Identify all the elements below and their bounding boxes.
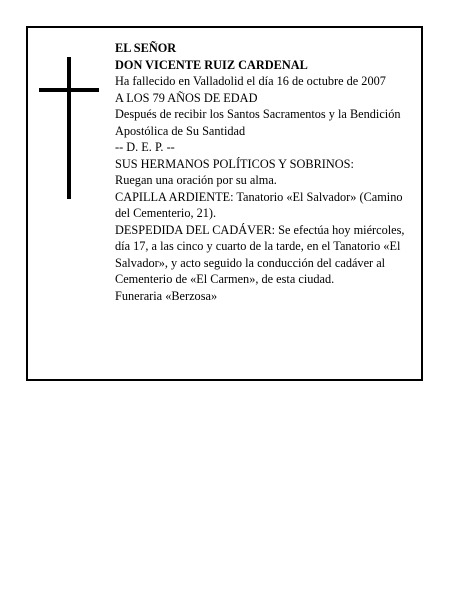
obituary-notice [26, 26, 423, 381]
death-statement: Ha fallecido en Valladolid el día 16 de octubre de 2007 [115, 74, 386, 88]
notice-text [115, 40, 420, 304]
family-heading: SUS HERMANOS POLÍTICOS Y SOBRINOS: [115, 156, 354, 171]
chapel-info: CAPILLA ARDIENTE: Tanatorio «El Salvador» (Camino del Cementerio, 21). [115, 189, 403, 220]
cross-icon [39, 57, 99, 199]
title-line-1: EL SEÑOR [115, 41, 177, 55]
farewell-info: DESPEDIDA DEL CADÁVER: Se efectúa hoy miércoles, día 17, a las cinco y cuarto de la tarde, en el Tanatorio «El Salvador», y acto seguido la conducción del cadáver al Cementerio de «El Carmen», de esta ciudad. [115, 222, 405, 286]
prayer-request: Ruegan una oración por su alma. [115, 173, 277, 187]
cross-horizontal-bar [39, 88, 99, 92]
cross-vertical-bar [67, 57, 71, 199]
sacraments-statement: Después de recibir los Santos Sacramentos y la Bendición Apostólica de Su Santidad [115, 107, 401, 138]
rip-line: -- D. E. P. -- [115, 140, 175, 154]
age-statement: A LOS 79 AÑOS DE EDAD [115, 90, 258, 105]
deceased-name: DON VICENTE RUIZ CARDENAL [115, 57, 308, 72]
funeral-home: Funeraria «Berzosa» [115, 288, 218, 303]
